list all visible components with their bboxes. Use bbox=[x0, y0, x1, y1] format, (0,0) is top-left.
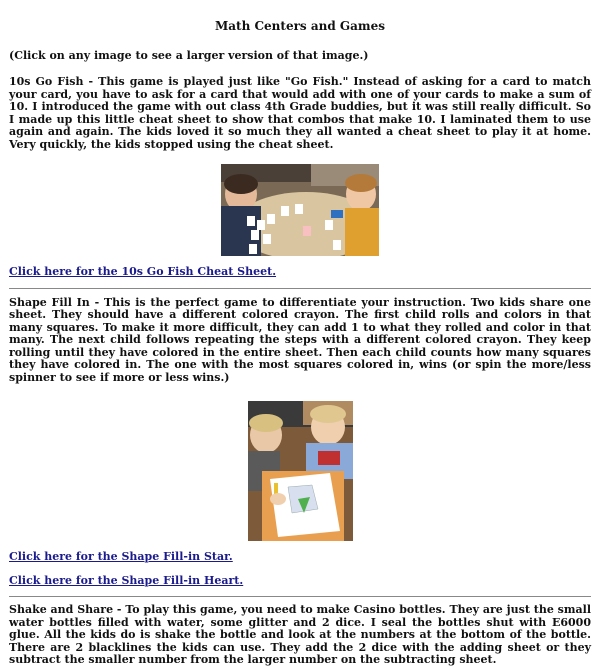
shape-fill-in-star-link[interactable]: Click here for the Shape Fill-in Star. bbox=[9, 550, 233, 563]
go-fish-description: 10s Go Fish - This game is played just like "Go Fish." Instead of asking for a card to match your card, you have to ask for a card that would add with one of your cards to make a sum of 10. I introduced the game with out class 4th Grade buddies, but it was still really difficult. So I made up this little cheat sheet to show that combos that make 10. I laminated them to use again and again. The kids loved it so much they all wanted a cheat sheet to play it at home. Very quickly, the kids stopped using the cheat sheet. bbox=[9, 75, 591, 151]
go-fish-cheat-sheet-link[interactable]: Click here for the 10s Go Fish Cheat Sheet. bbox=[9, 265, 277, 278]
page-title: Math Centers and Games bbox=[214, 19, 386, 33]
shape-fill-in-heart-link[interactable]: Click here for the Shape Fill-in Heart. bbox=[9, 573, 244, 587]
shake-and-share-description: Shake and Share - To play this game, you need to make Casino bottles. They are just the small water bottles filled with water, some glitter and 2 dice. I seal the bottles shut with E6000 glue. All the kids do is shake the bottle and look at the numbers at the bottom of the bottle. There are 2 blacklines the kids can use. They add the 2 dice with the adding sheet or they subtract the smaller number from the larger number on the subtracting sheet. bbox=[9, 603, 591, 666]
section-divider bbox=[9, 288, 591, 289]
go-fish-photo[interactable] bbox=[221, 164, 379, 256]
page-content bbox=[9, 0, 591, 667]
section-divider bbox=[9, 596, 591, 597]
shape-fill-in-description: Shape Fill In - This is the perfect game to differentiate your instruction. Two kids share one sheet. They should have a different colored crayon. The first child rolls and colors in that many squares. To make it more difficult, they can add 1 to what they rolled and color in that many. The next child follows repeating the steps with a different colored crayon. They keep rolling until they have colored in the entire sheet. Then each child counts how many squares they have colored in. The one with the most squares colored in, wins (or spin the more/less spinner to see if more or less wins.) bbox=[9, 295, 591, 384]
shape-fill-in-photo[interactable] bbox=[248, 401, 353, 541]
page-subtitle: (Click on any image to see a larger version of that image.) bbox=[9, 48, 369, 62]
